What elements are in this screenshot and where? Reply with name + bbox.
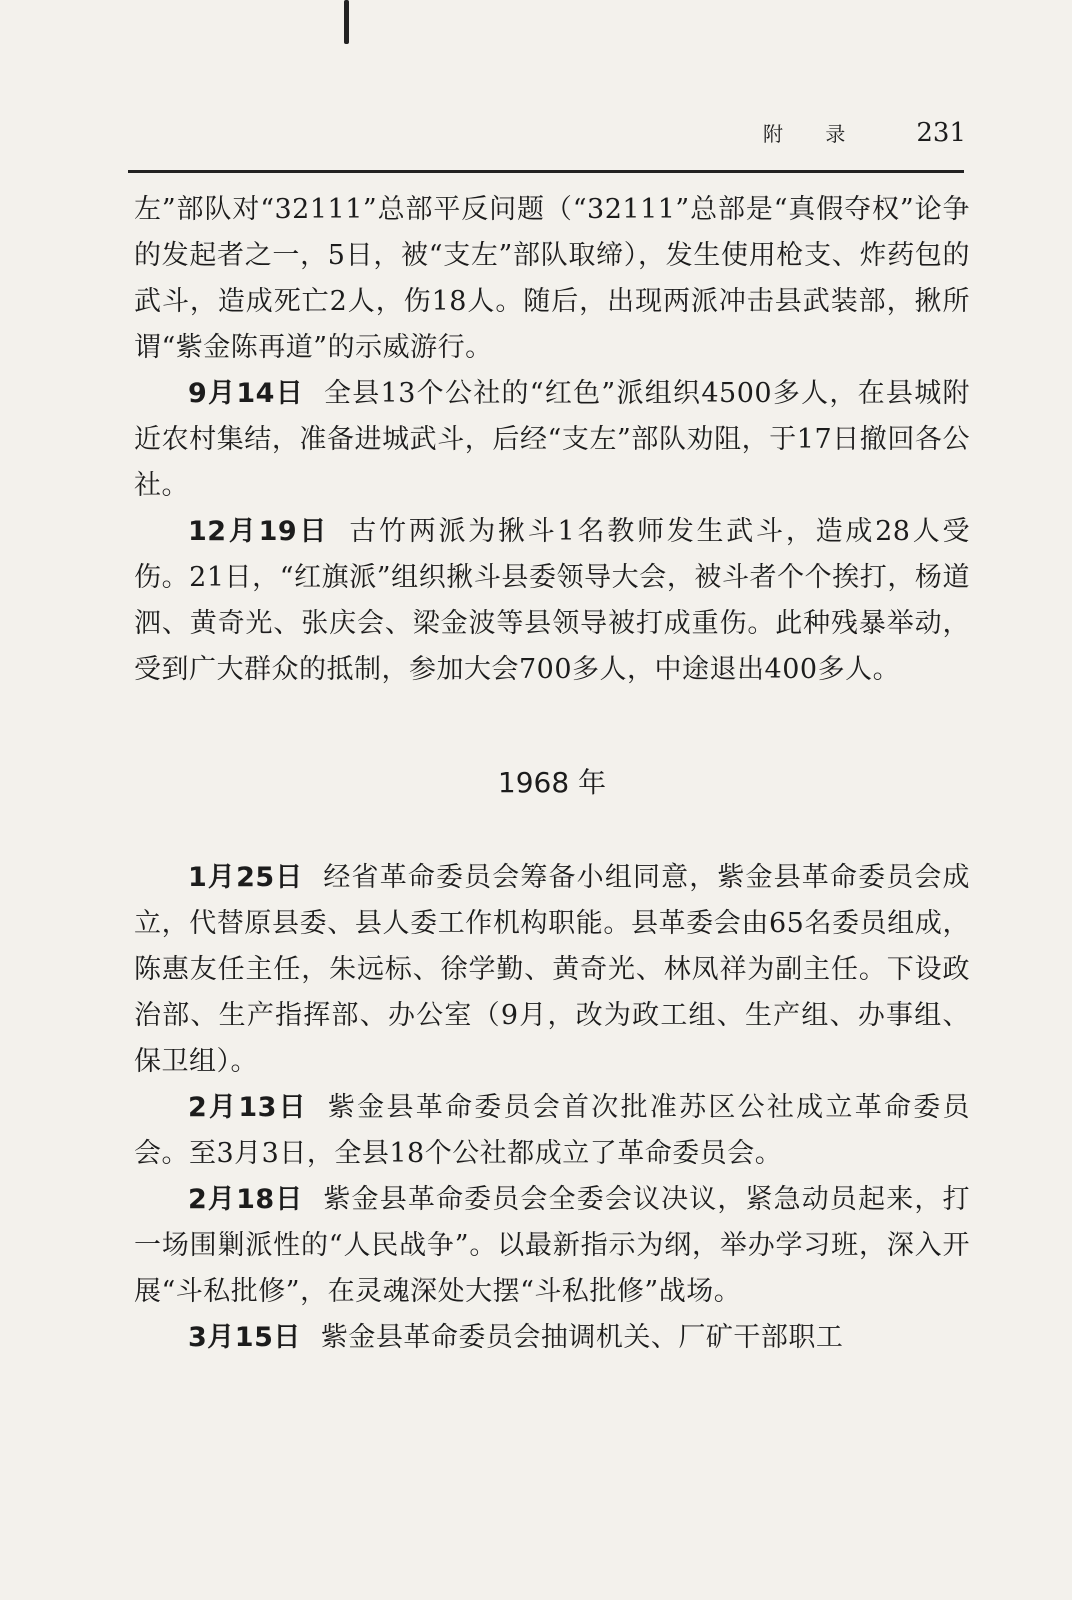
paragraph-text: 紫金县革命委员会首次批准苏区公社成立革命委员会。至3月3日，全县18个公社都成立了革命委员会。 [134,1092,970,1169]
paragraph-text: 紫金县革命委员会全委会议决议，紧急动员起来，打一场围剿派性的“人民战争”。以最新指示为纲，举办学习班，深入开展“斗私批修”，在灵魂深处大摆“斗私批修”战场。 [134,1184,970,1307]
section-title: 附 录 [763,122,864,146]
paragraph [134,187,970,371]
entry-date: 1月25日 [188,862,304,893]
paragraph-text: 古竹两派为揪斗1名教师发生武斗，造成28人受伤。21日，“红旗派”组织揪斗县委领导大会，被斗者个个挨打，杨道泗、黄奇光、张庆会、梁金波等县领导被打成重伤。此种残暴举动，受到广大群众的抵制，参加大会700多人，中途退出400多人。 [134,516,970,685]
header-rule [128,170,964,173]
running-header [0,118,966,158]
paragraph-text: 左”部队对“32111”总部平反问题（“32111”总部是“真假夺权”论争的发起者之一，5日，被“支左”部队取缔），发生使用枪支、炸药包的武斗，造成死亡2人，伤18人。随后，出现两派冲击县武装部，揪所谓“紫金陈再道”的示威游行。 [134,194,970,363]
entry-date: 12月19日 [188,516,330,547]
paragraph [134,1315,970,1361]
page-body [134,187,970,1361]
page-number: 231 [916,118,966,148]
paragraph [134,855,970,1085]
entry-date: 2月18日 [188,1184,304,1215]
entry-date: 9月14日 [188,378,304,409]
paragraph-text: 紫金县革命委员会抽调机关、厂矿干部职工 [320,1322,844,1353]
entry-date: 3月15日 [188,1322,301,1353]
entry-date: 2月13日 [188,1092,308,1123]
paragraph [134,509,970,693]
paragraph [134,1085,970,1177]
paragraph-text: 经省革命委员会筹备小组同意，紫金县革命委员会成立，代替原县委、县人委工作机构职能。县革委会由65名委员组成，陈惠友任主任，朱远标、徐学勤、黄奇光、林凤祥为副主任。下设政治部、生产指挥部、办公室（9月，改为政工组、生产组、办事组、保卫组）。 [134,862,970,1077]
paragraph [134,371,970,509]
paragraph-text: 全县13个公社的“红色”派组织4500多人，在县城附近农村集结，准备进城武斗，后经“支左”部队劝阻，于17日撤回各公社。 [134,378,970,501]
paragraph [134,1177,970,1315]
year-heading: 1968 年 [497,766,607,799]
scan-mark [344,0,349,44]
